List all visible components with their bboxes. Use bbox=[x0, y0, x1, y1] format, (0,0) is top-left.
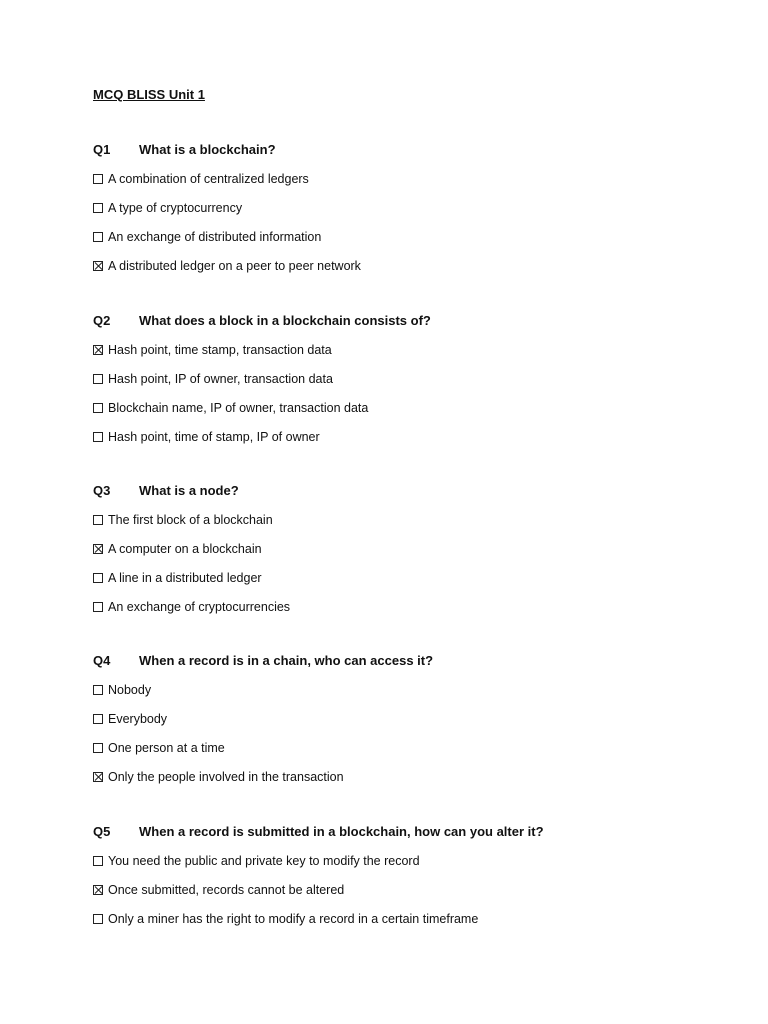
option-item[interactable] bbox=[93, 738, 693, 758]
option-item[interactable] bbox=[93, 198, 693, 218]
option-label: Once submitted, records cannot be altered bbox=[108, 883, 345, 897]
option-item[interactable] bbox=[93, 340, 693, 360]
option-label: Hash point, IP of owner, transaction data bbox=[108, 372, 333, 386]
document-title: MCQ BLISS Unit 1 bbox=[93, 87, 205, 102]
empty-box-icon[interactable] bbox=[93, 432, 103, 442]
question-line bbox=[93, 140, 693, 160]
question-block-q2 bbox=[93, 311, 693, 447]
empty-box-icon[interactable] bbox=[93, 743, 103, 753]
question-number: Q2 bbox=[93, 313, 111, 328]
empty-box-icon[interactable] bbox=[93, 403, 103, 413]
option-item[interactable] bbox=[93, 510, 693, 530]
option-item[interactable] bbox=[93, 709, 693, 729]
option-list bbox=[93, 851, 693, 929]
question-number: Q1 bbox=[93, 142, 111, 157]
question-line bbox=[93, 651, 693, 671]
option-label: You need the public and private key to modify the record bbox=[108, 854, 420, 868]
option-label: Nobody bbox=[108, 683, 152, 697]
option-item[interactable] bbox=[93, 227, 693, 247]
option-label: A distributed ledger on a peer to peer network bbox=[108, 259, 361, 273]
option-item[interactable] bbox=[93, 767, 693, 787]
empty-box-icon[interactable] bbox=[93, 203, 103, 213]
option-label: A combination of centralized ledgers bbox=[108, 172, 309, 186]
option-item[interactable] bbox=[93, 597, 693, 617]
option-label: One person at a time bbox=[108, 741, 225, 755]
question-line bbox=[93, 311, 693, 331]
empty-box-icon[interactable] bbox=[93, 174, 103, 184]
checked-box-icon[interactable] bbox=[93, 345, 103, 355]
checked-box-icon[interactable] bbox=[93, 772, 103, 782]
option-label: An exchange of distributed information bbox=[108, 230, 322, 244]
option-item[interactable] bbox=[93, 880, 693, 900]
question-block-q5 bbox=[93, 822, 693, 929]
question-block-q1 bbox=[93, 140, 693, 276]
empty-box-icon[interactable] bbox=[93, 374, 103, 384]
option-label: An exchange of cryptocurrencies bbox=[108, 600, 291, 614]
empty-box-icon[interactable] bbox=[93, 515, 103, 525]
checked-box-icon[interactable] bbox=[93, 261, 103, 271]
option-label: Hash point, time of stamp, IP of owner bbox=[108, 430, 320, 444]
empty-box-icon[interactable] bbox=[93, 856, 103, 866]
question-text: What is a node? bbox=[139, 483, 239, 498]
empty-box-icon[interactable] bbox=[93, 232, 103, 242]
option-label: The first block of a blockchain bbox=[108, 513, 273, 527]
question-text: What is a blockchain? bbox=[139, 142, 276, 157]
option-label: Hash point, time stamp, transaction data bbox=[108, 343, 332, 357]
question-number: Q3 bbox=[93, 483, 111, 498]
option-item[interactable] bbox=[93, 851, 693, 871]
question-line bbox=[93, 481, 693, 501]
option-list bbox=[93, 169, 693, 276]
option-list bbox=[93, 340, 693, 447]
question-number: Q5 bbox=[93, 824, 111, 839]
question-block-q4 bbox=[93, 651, 693, 787]
option-item[interactable] bbox=[93, 256, 693, 276]
question-text: When a record is in a chain, who can access it? bbox=[139, 653, 434, 668]
option-label: Blockchain name, IP of owner, transaction data bbox=[108, 401, 369, 415]
option-item[interactable] bbox=[93, 427, 693, 447]
question-text: What does a block in a blockchain consists of? bbox=[139, 313, 431, 328]
option-list bbox=[93, 680, 693, 787]
question-line bbox=[93, 822, 693, 842]
question-number: Q4 bbox=[93, 653, 111, 668]
option-label: Only the people involved in the transaction bbox=[108, 770, 344, 784]
option-item[interactable] bbox=[93, 568, 693, 588]
option-item[interactable] bbox=[93, 398, 693, 418]
option-label: A type of cryptocurrency bbox=[108, 201, 243, 215]
option-label: Only a miner has the right to modify a record in a certain timeframe bbox=[108, 912, 479, 926]
option-label: A line in a distributed ledger bbox=[108, 571, 262, 585]
empty-box-icon[interactable] bbox=[93, 685, 103, 695]
option-item[interactable] bbox=[93, 539, 693, 559]
option-label: Everybody bbox=[108, 712, 168, 726]
empty-box-icon[interactable] bbox=[93, 714, 103, 724]
option-item[interactable] bbox=[93, 909, 693, 929]
option-list bbox=[93, 510, 693, 617]
checked-box-icon[interactable] bbox=[93, 885, 103, 895]
checked-box-icon[interactable] bbox=[93, 544, 103, 554]
empty-box-icon[interactable] bbox=[93, 573, 103, 583]
question-text: When a record is submitted in a blockchain, how can you alter it? bbox=[139, 824, 544, 839]
question-block-q3 bbox=[93, 481, 693, 617]
option-item[interactable] bbox=[93, 680, 693, 700]
empty-box-icon[interactable] bbox=[93, 914, 103, 924]
option-item[interactable] bbox=[93, 369, 693, 389]
option-item[interactable] bbox=[93, 169, 693, 189]
empty-box-icon[interactable] bbox=[93, 602, 103, 612]
option-label: A computer on a blockchain bbox=[108, 542, 262, 556]
